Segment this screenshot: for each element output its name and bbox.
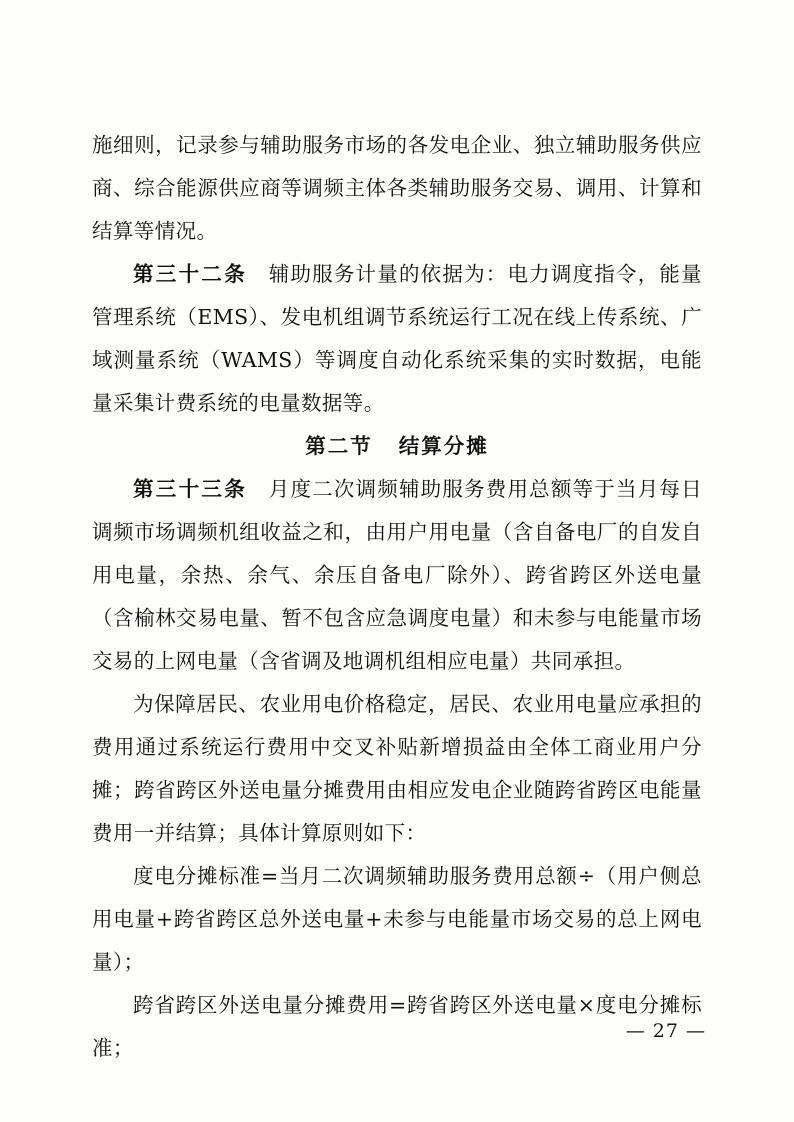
paragraph-formula-1: 度电分摊标准=当月二次调频辅助服务费用总额÷（用户侧总用电量+跨省跨区总外送电量+未参与电能量市场交易的总上网电量）； (92, 864, 702, 974)
paragraph-residential-subsidy: 为保障居民、农业用电价格稳定，居民、农业用电量应承担的费用通过系统运行费用中交叉补贴新增损益由全体工商业用户分摊；跨省跨区外送电量分摊费用由相应发电企业随跨省跨区电能量费用一并结算；具体计算原则如下： (92, 692, 702, 845)
article-32-text: 辅助服务计量的依据为：电力调度指令，能量管理系统（EMS）、发电机组调节系统运行工况在线上传系统、广域测量系统（WAMS）等调度自动化系统采集的实时数据，电能量采集计费系统的电量数据等。 (92, 262, 703, 415)
article-32-label: 第三十二条 (133, 262, 248, 286)
document-body (92, 124, 702, 1070)
page-number: — 27 — (625, 1020, 706, 1042)
paragraph-article-32 (92, 253, 702, 425)
paragraph-continuation: 施细则，记录参与辅助服务市场的各发电企业、独立辅助服务供应商、综合能源供应商等调频主体各类辅助服务交易、调用、计算和结算等情况。 (92, 133, 702, 243)
paragraph-article-33 (92, 468, 702, 683)
section-2-number: 第二节 (305, 434, 373, 458)
section-2-title: 结算分摊 (398, 434, 489, 458)
paragraph-formula-2: 跨省跨区外送电量分摊费用=跨省跨区外送电量×度电分摊标准； (92, 993, 702, 1060)
section-2-heading (92, 425, 702, 468)
article-33-text: 月度二次调频辅助服务费用总额等于当月每日调频市场调频机组收益之和，由用户用电量（含自备电厂的自发自用电量，余热、余气、余压自备电厂除外）、跨省跨区外送电量（含榆林交易电量、暂不包含应急调度电量）和未参与电能量市场交易的上网电量（含省调及地调机组相应电量）共同承担。 (92, 477, 703, 673)
page-footer (0, 1020, 794, 1042)
article-33-label: 第三十三条 (133, 477, 248, 501)
